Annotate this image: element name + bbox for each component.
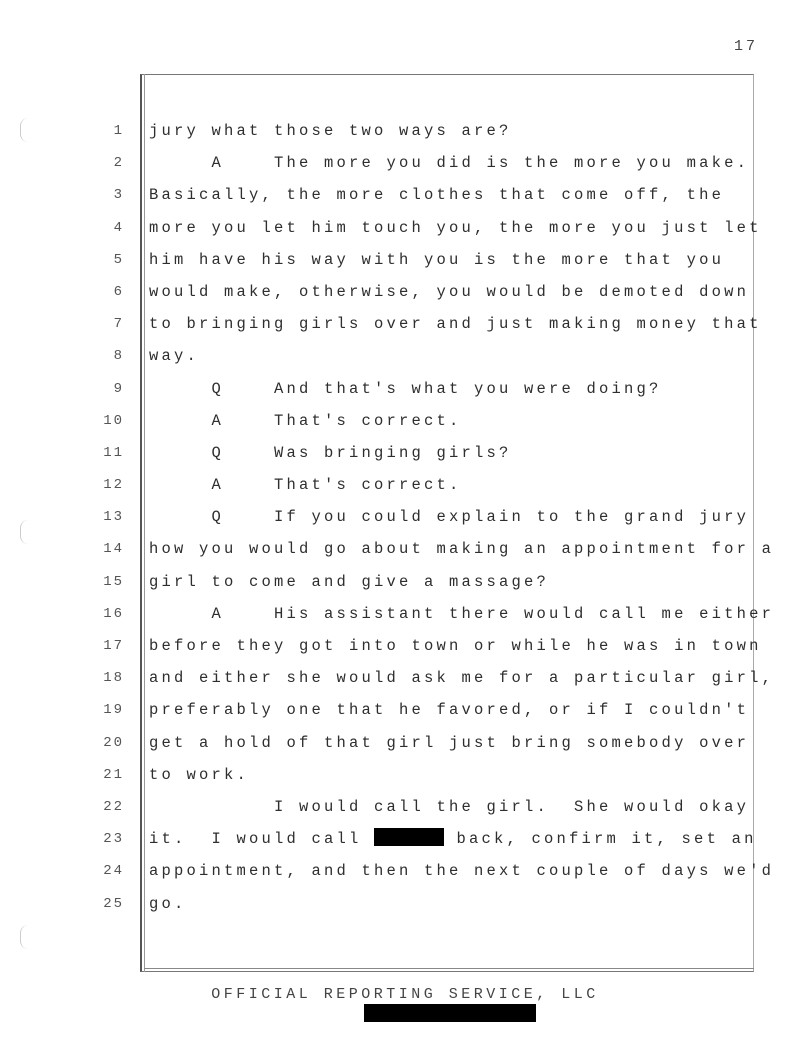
- line-text: A That's correct.: [149, 476, 462, 495]
- line-number: 20: [103, 734, 124, 751]
- line-number: 10: [103, 412, 124, 429]
- line-text: Q And that's what you were doing?: [149, 379, 662, 398]
- transcript-line: [0, 823, 810, 855]
- transcript-line: [0, 791, 810, 823]
- transcript-line: [0, 727, 810, 759]
- line-number: 16: [103, 605, 124, 622]
- line-text: before they got into town or while he was in town: [149, 637, 762, 655]
- line-text: [149, 823, 757, 855]
- line-text: to work.: [149, 765, 250, 784]
- line-text: A The more you did is the more you make.: [149, 154, 750, 173]
- transcript-line: [0, 244, 810, 276]
- transcript-line: [0, 759, 810, 791]
- line-text: to bringing girls over and just making money that: [149, 315, 762, 334]
- transcript-line: [0, 115, 810, 147]
- line-text: girl to come and give a massage?: [149, 572, 550, 591]
- line-number: 24: [103, 863, 124, 880]
- page-number: 17: [733, 38, 758, 55]
- transcript-line: [0, 340, 810, 372]
- transcript-line: [0, 598, 810, 630]
- line-number: 6: [113, 283, 124, 300]
- transcript-line: [0, 630, 810, 662]
- line-number: 5: [113, 251, 124, 268]
- line-number: 25: [103, 895, 124, 912]
- line-number: 11: [103, 444, 124, 461]
- transcript-line: [0, 855, 810, 887]
- line-text: Basically, the more clothes that come off, the: [149, 186, 725, 205]
- transcript-line: [0, 888, 810, 920]
- line-number: 3: [113, 187, 124, 204]
- line-text: and either she would ask me for a particular girl,: [149, 669, 775, 688]
- transcript-line: [0, 212, 810, 244]
- line-number: 1: [113, 123, 124, 139]
- line-text: would make, otherwise, you would be demoted down: [149, 282, 750, 301]
- line-text: A His assistant there would call me either: [149, 604, 775, 623]
- transcript-line: [0, 308, 810, 340]
- footer-redaction-box: [364, 1004, 536, 1022]
- line-text: jury what those two ways are?: [149, 122, 512, 140]
- line-text: how you would go about making an appointment for a: [149, 540, 775, 559]
- line-text: get a hold of that girl just bring somebody over: [149, 733, 750, 752]
- line-number: 7: [113, 316, 124, 333]
- transcript-line: [0, 276, 810, 308]
- transcript-line: [0, 566, 810, 598]
- transcript-line: [0, 437, 810, 469]
- transcript-line: [0, 662, 810, 694]
- footer-reporter-name: OFFICIAL REPORTING SERVICE, LLC: [211, 986, 599, 1003]
- line-text: him have his way with you is the more that you: [149, 250, 725, 269]
- line-text: Q If you could explain to the grand jury: [149, 508, 750, 527]
- line-number: 17: [103, 638, 124, 654]
- transcript-line: [0, 469, 810, 501]
- line-text: way.: [149, 347, 200, 366]
- transcript-line: [0, 501, 810, 533]
- transcript-line: [0, 405, 810, 437]
- line-text: more you let him touch you, the more you just let: [149, 218, 762, 237]
- line-text-after-redaction: back, confirm it, set an: [444, 830, 757, 849]
- line-text: I would call the girl. She would okay: [149, 797, 750, 816]
- line-number: 8: [113, 348, 124, 365]
- line-text-before-redaction: it. I would call: [149, 830, 375, 849]
- line-number: 2: [113, 155, 124, 172]
- redaction-box: [374, 828, 444, 846]
- line-text: A That's correct.: [149, 411, 462, 430]
- line-number: 18: [103, 670, 124, 687]
- margin-hole-mark: [20, 925, 29, 949]
- transcript-lines: [0, 115, 810, 920]
- line-text: Q Was bringing girls?: [149, 443, 512, 462]
- line-text: appointment, and then the next couple of days we'd: [149, 862, 775, 881]
- line-text: preferably one that he favored, or if I couldn't: [149, 701, 750, 720]
- line-number: 23: [103, 831, 124, 848]
- transcript-line: [0, 694, 810, 726]
- line-number: 15: [103, 573, 124, 590]
- transcript-line: [0, 373, 810, 405]
- transcript-line: [0, 179, 810, 211]
- transcript-line: [0, 147, 810, 179]
- line-number: 13: [103, 509, 124, 526]
- line-number: 4: [113, 219, 124, 236]
- line-number: 22: [103, 798, 124, 815]
- frame-bottom-rule: [144, 968, 754, 969]
- line-number: 21: [103, 766, 124, 783]
- line-text: go.: [149, 894, 187, 913]
- line-number: 12: [103, 477, 124, 494]
- line-number: 19: [103, 702, 124, 719]
- line-number: 14: [103, 541, 124, 558]
- transcript-line: [0, 533, 810, 565]
- line-number: 9: [113, 380, 124, 397]
